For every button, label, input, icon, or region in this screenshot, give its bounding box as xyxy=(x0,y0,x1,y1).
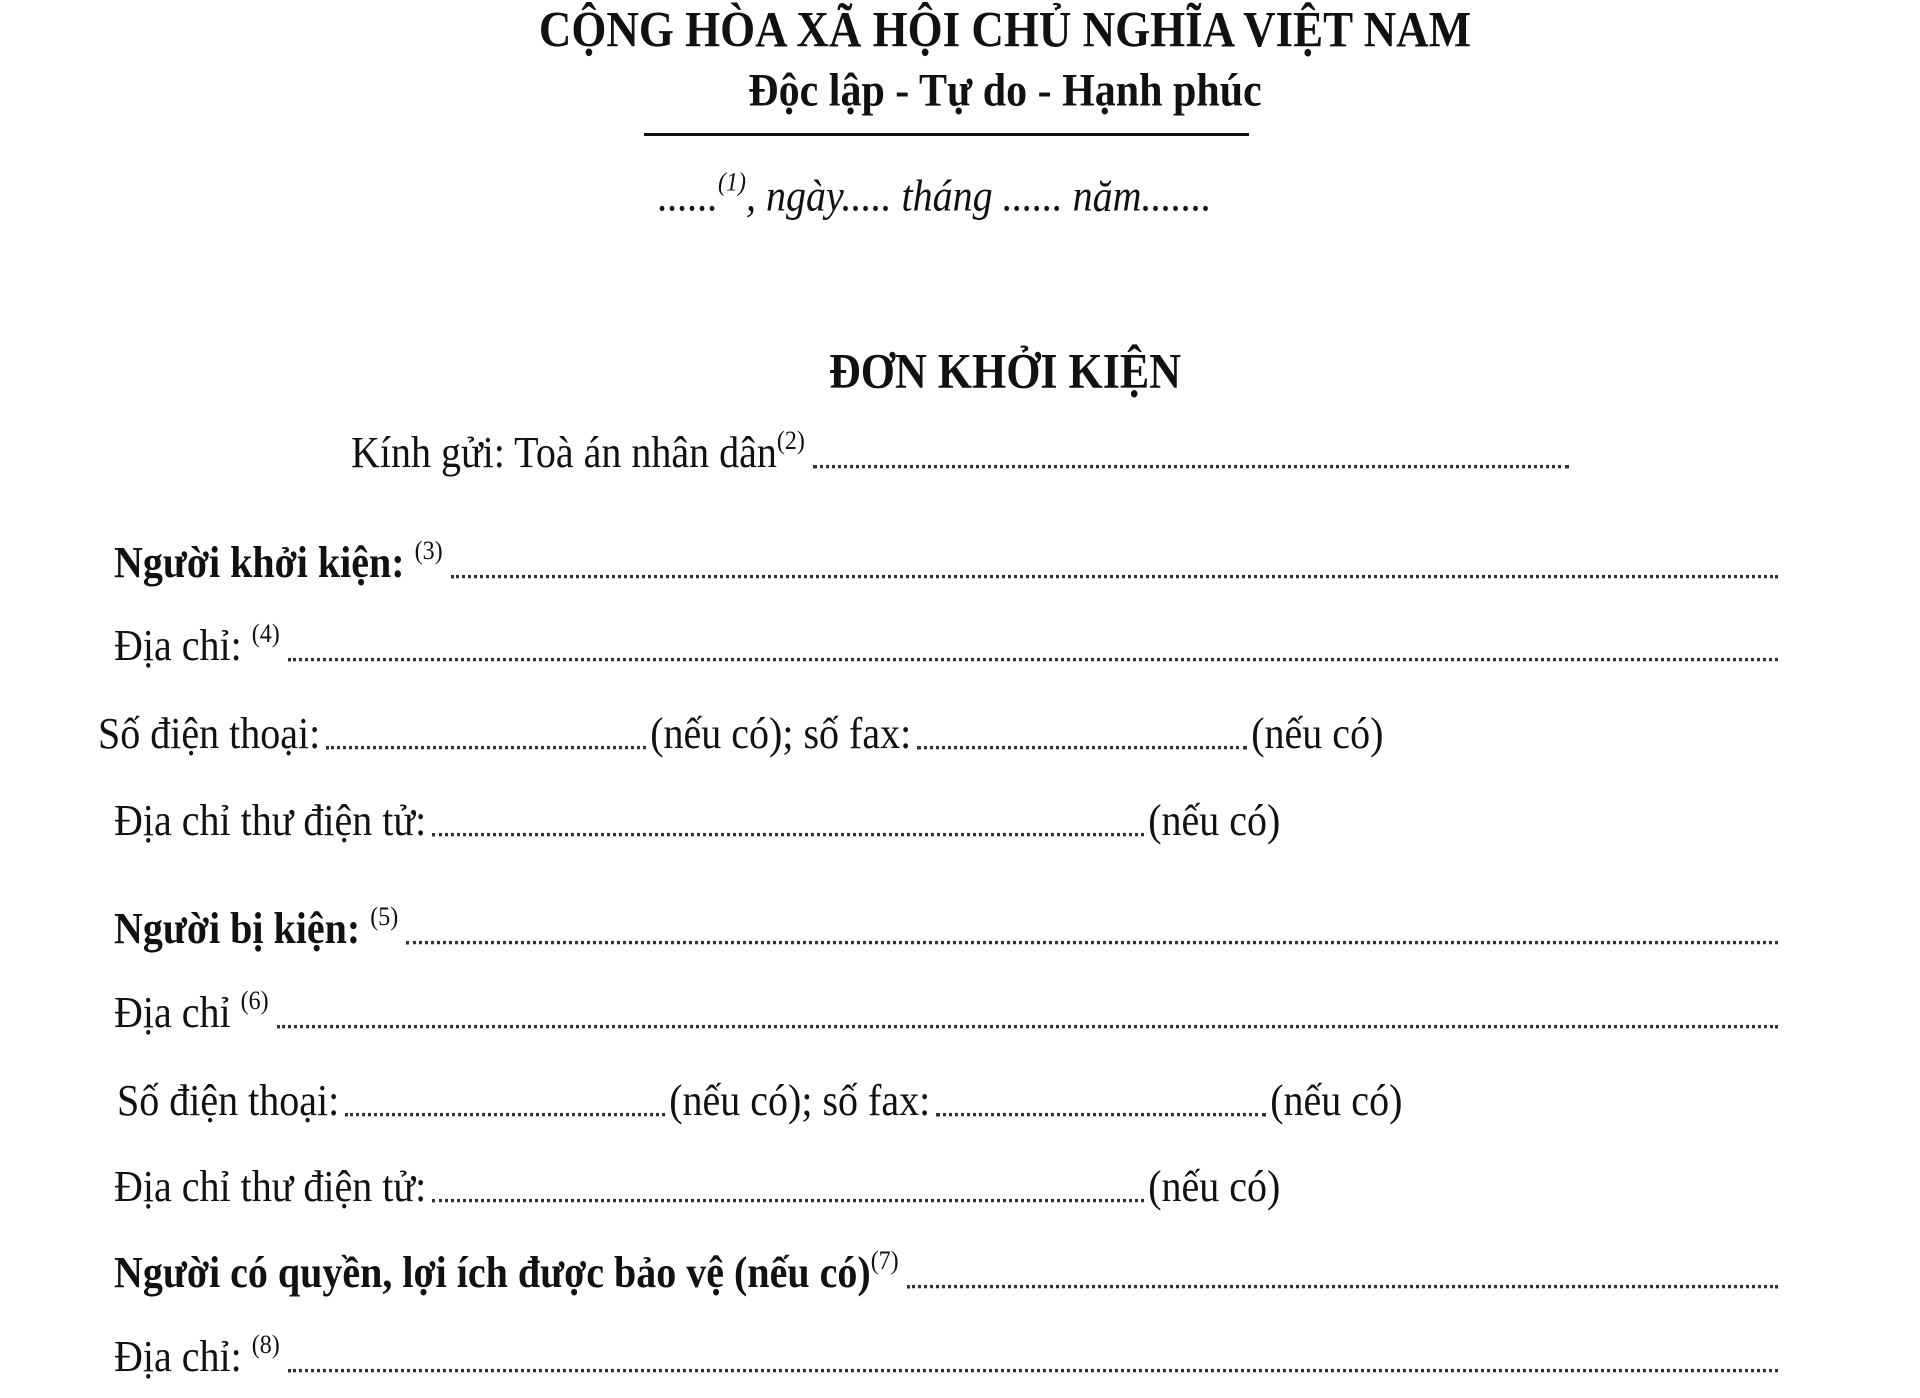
defendant-email-field[interactable] xyxy=(432,1198,1144,1202)
header-divider xyxy=(644,133,1249,136)
note-7: (7) xyxy=(870,1246,899,1276)
defendant-phone-row xyxy=(117,1074,1403,1126)
plaintiff-label: Người khởi kiện: xyxy=(114,536,405,588)
defendant-email-label: Địa chỉ thư điện tử: xyxy=(114,1160,427,1212)
defendant-fax-if-any: (nếu có) xyxy=(1270,1074,1403,1126)
defendant-address-field[interactable] xyxy=(277,1024,1778,1028)
defendant-address-label: Địa chỉ xyxy=(114,986,231,1038)
motto-heading: Độc lập - Tự do - Hạnh phúc xyxy=(748,65,1262,117)
defendant-email-row xyxy=(114,1160,1281,1212)
note-6: (6) xyxy=(240,986,269,1016)
defendant-label: Người bị kiện: xyxy=(114,902,361,954)
plaintiff-phone-field[interactable] xyxy=(326,745,646,749)
plaintiff-phone-row xyxy=(98,707,1384,759)
note-5: (5) xyxy=(370,902,399,932)
recipient-row xyxy=(351,426,1569,478)
defendant-address-row xyxy=(114,986,1778,1038)
plaintiff-row xyxy=(114,536,1778,588)
note-1: (1) xyxy=(718,168,746,198)
defendant-row xyxy=(114,902,1778,954)
note-4: (4) xyxy=(251,619,280,649)
defendant-phone-label: Số điện thoại: xyxy=(117,1074,340,1126)
defendant-email-if-any: (nếu có) xyxy=(1148,1160,1281,1212)
plaintiff-address-label: Địa chỉ: xyxy=(114,619,242,671)
recipient-field[interactable] xyxy=(813,464,1569,468)
protected-party-row xyxy=(114,1246,1778,1298)
plaintiff-fax-if-any: (nếu có) xyxy=(1251,707,1384,759)
defendant-fax-field[interactable] xyxy=(936,1112,1266,1116)
protected-party-label: Người có quyền, lợi ích được bảo vệ (nếu có) xyxy=(114,1246,871,1298)
plaintiff-address-field[interactable] xyxy=(288,657,1778,661)
nation-heading: CỘNG HÒA XÃ HỘI CHỦ NGHĨA VIỆT NAM xyxy=(538,1,1472,58)
plaintiff-email-label: Địa chỉ thư điện tử: xyxy=(114,794,427,846)
protected-party-address-field[interactable] xyxy=(288,1368,1778,1372)
note-3: (3) xyxy=(414,536,443,566)
plaintiff-email-if-any: (nếu có) xyxy=(1148,794,1281,846)
plaintiff-address-row xyxy=(114,619,1778,671)
protected-party-address-label: Địa chỉ: xyxy=(114,1330,242,1382)
plaintiff-fax-field[interactable] xyxy=(917,745,1247,749)
note-8: (8) xyxy=(251,1330,280,1360)
defendant-phone-if-any: (nếu có); số fax: xyxy=(669,1074,931,1126)
date-text: , ngày..... tháng ...... năm....... xyxy=(745,170,1212,221)
protected-party-address-row xyxy=(114,1330,1778,1382)
document-title: ĐƠN KHỞI KIỆN xyxy=(828,344,1182,399)
defendant-phone-field[interactable] xyxy=(345,1112,665,1116)
plaintiff-phone-label: Số điện thoại: xyxy=(98,707,321,759)
date-line xyxy=(658,168,1212,221)
protected-party-field[interactable] xyxy=(907,1284,1778,1288)
plaintiff-email-field[interactable] xyxy=(432,832,1144,836)
recipient-label: Kính gửi: Toà án nhân dân xyxy=(351,426,777,478)
date-prefix: ...... xyxy=(658,170,718,221)
defendant-field[interactable] xyxy=(406,940,1778,944)
plaintiff-email-row xyxy=(114,794,1281,846)
plaintiff-phone-if-any: (nếu có); số fax: xyxy=(650,707,912,759)
note-2: (2) xyxy=(776,426,805,456)
plaintiff-field[interactable] xyxy=(451,574,1778,578)
